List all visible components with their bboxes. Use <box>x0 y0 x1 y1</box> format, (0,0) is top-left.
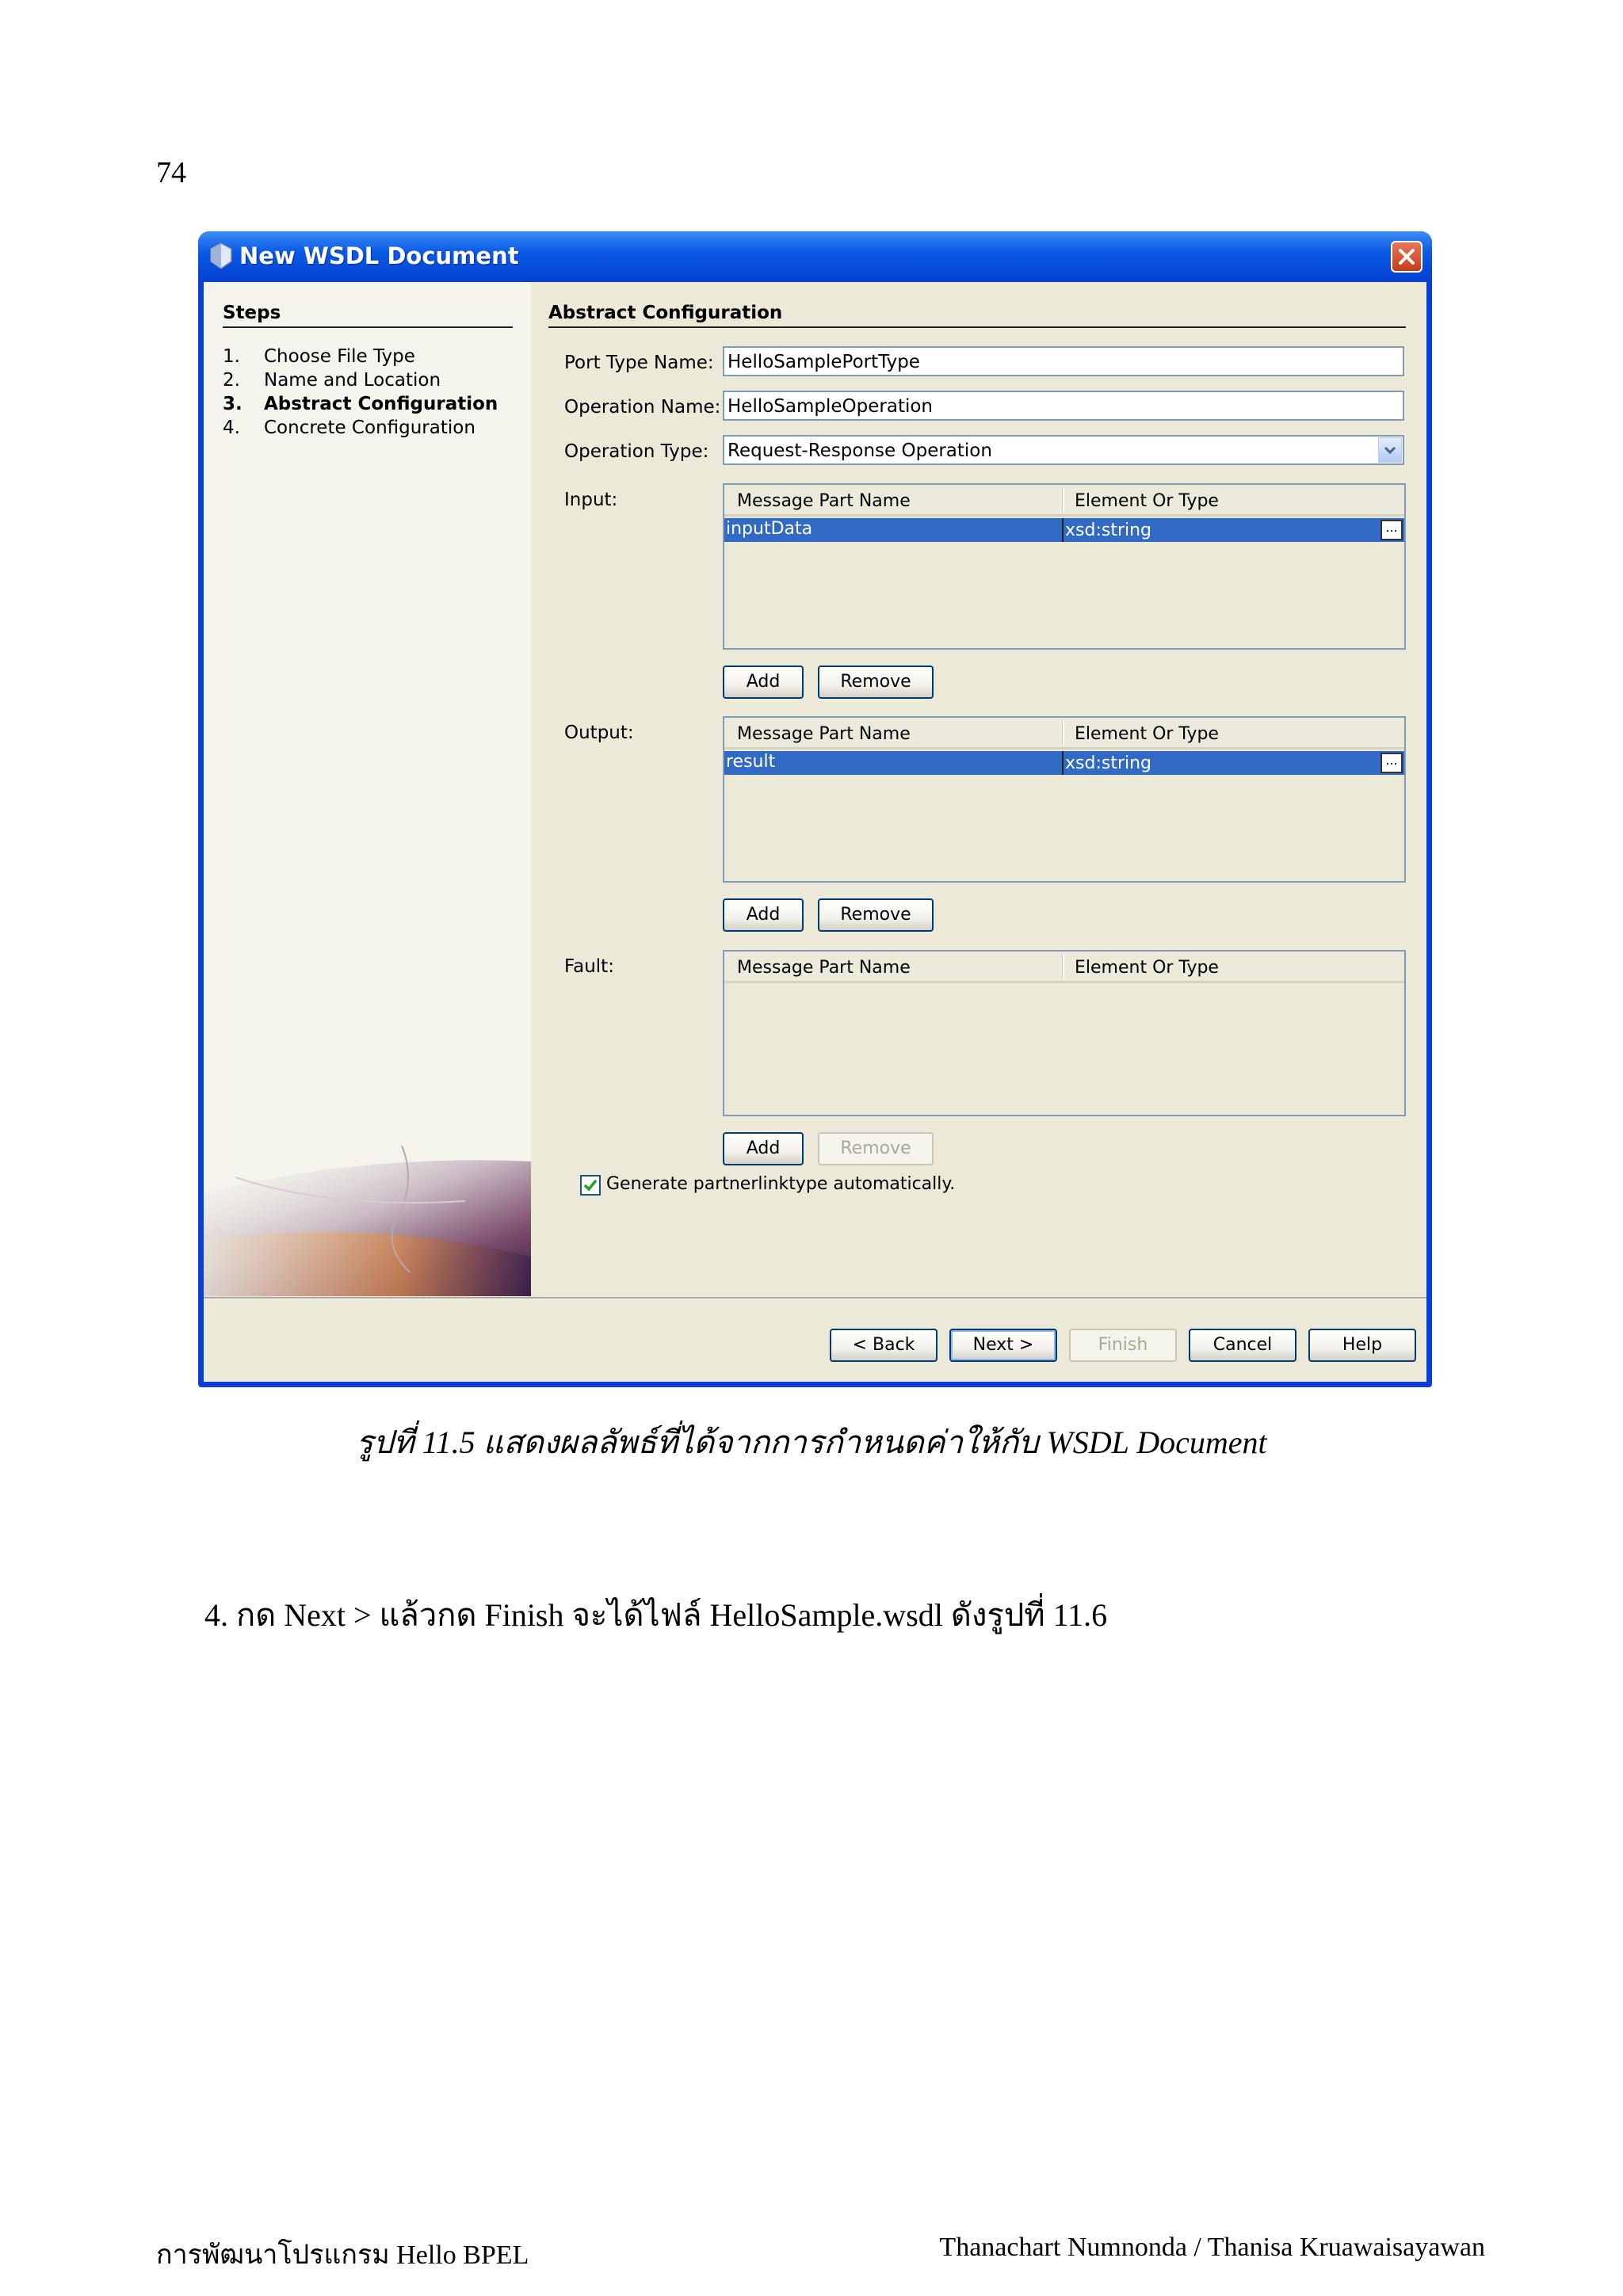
message-part-name-cell[interactable]: inputData <box>726 519 813 539</box>
column-element-or-type[interactable]: Element Or Type <box>1075 724 1219 744</box>
cancel-button[interactable]: Cancel <box>1189 1329 1296 1362</box>
operation-type-value: Request-Response Operation <box>727 441 992 461</box>
input-table[interactable] <box>723 483 1406 650</box>
step-instruction: 4. กด Next > แล้วกด Finish จะได้ไฟล์ HelloSample.wsdl ดังรูปที่ 11.6 <box>204 1597 1108 1633</box>
figure-caption: รูปที่ 11.5 แสดงผลลัพธ์ที่ได้จากการกำหนดค่าให้กับ WSDL Document <box>356 1425 1267 1460</box>
step-1: 1. Choose File Type <box>223 346 415 367</box>
new-wsdl-document-dialog <box>198 231 1432 1387</box>
dialog-title: New WSDL Document <box>239 242 519 269</box>
finish-button: Finish <box>1069 1329 1177 1362</box>
port-type-name-field[interactable]: HelloSamplePortType <box>723 346 1404 376</box>
column-message-part-name[interactable]: Message Part Name <box>737 958 911 978</box>
steps-panel <box>204 282 531 1296</box>
operation-type-label: Operation Type: <box>564 441 709 462</box>
back-button[interactable]: < Back <box>830 1329 938 1362</box>
output-table-row[interactable] <box>724 751 1404 775</box>
fault-remove-button: Remove <box>818 1132 934 1165</box>
operation-name-label: Operation Name: <box>564 397 721 418</box>
output-table[interactable] <box>723 716 1406 883</box>
title-bar[interactable] <box>198 231 1432 282</box>
input-remove-button[interactable]: Remove <box>818 666 934 699</box>
output-add-button[interactable]: Add <box>723 898 804 932</box>
element-or-type-cell[interactable]: xsd:string <box>1065 753 1152 773</box>
step-2: 2. Name and Location <box>223 370 441 391</box>
section-title: Abstract Configuration <box>548 303 1406 328</box>
help-button[interactable]: Help <box>1308 1329 1416 1362</box>
output-remove-button[interactable]: Remove <box>818 898 934 932</box>
input-add-button[interactable]: Add <box>723 666 804 699</box>
fault-table[interactable] <box>723 950 1406 1116</box>
operation-type-select[interactable] <box>723 435 1404 465</box>
operation-name-field[interactable]: HelloSampleOperation <box>723 391 1404 421</box>
column-message-part-name[interactable]: Message Part Name <box>737 491 911 511</box>
footer-authors: Thanachart Numnonda / Thanisa Kruawaisayawan <box>939 2233 1485 2262</box>
column-message-part-name[interactable]: Message Part Name <box>737 724 911 744</box>
fault-table-header <box>724 952 1404 983</box>
wizard-decoration-image <box>204 1122 531 1296</box>
close-icon <box>1398 248 1415 265</box>
output-label: Output: <box>564 723 634 743</box>
fault-add-button[interactable]: Add <box>723 1132 804 1165</box>
generate-partnerlinktype-label[interactable]: Generate partnerlinktype automatically. <box>606 1174 956 1194</box>
step-3-current: 3. Abstract Configuration <box>223 394 498 414</box>
column-element-or-type[interactable]: Element Or Type <box>1075 958 1219 978</box>
input-table-header <box>724 485 1404 517</box>
column-element-or-type[interactable]: Element Or Type <box>1075 491 1219 511</box>
port-type-name-label: Port Type Name: <box>564 353 714 373</box>
abstract-configuration-panel <box>531 282 1426 1296</box>
checkmark-icon <box>582 1177 599 1194</box>
input-label: Input: <box>564 490 618 510</box>
input-table-row[interactable] <box>724 518 1404 542</box>
wsdl-document-icon <box>209 242 233 269</box>
fault-label: Fault: <box>564 956 614 977</box>
browse-type-button[interactable]: ... <box>1381 753 1403 773</box>
generate-partnerlinktype-checkbox[interactable] <box>580 1175 601 1196</box>
dropdown-button[interactable] <box>1378 437 1402 463</box>
page-number: 74 <box>156 156 186 189</box>
footer-divider <box>204 1297 1426 1299</box>
dialog-body <box>204 282 1426 1382</box>
next-button[interactable]: Next > <box>949 1329 1057 1362</box>
message-part-name-cell[interactable]: result <box>726 752 776 772</box>
element-or-type-cell[interactable]: xsd:string <box>1065 521 1152 540</box>
step-4: 4. Concrete Configuration <box>223 418 475 438</box>
chevron-down-icon <box>1379 438 1401 462</box>
browse-type-button[interactable]: ... <box>1381 520 1403 540</box>
output-table-header <box>724 718 1404 749</box>
close-button[interactable] <box>1391 241 1423 273</box>
steps-header: Steps <box>223 303 513 328</box>
footer-book-title: การพัฒนาโปรแกรม Hello BPEL <box>156 2241 529 2270</box>
